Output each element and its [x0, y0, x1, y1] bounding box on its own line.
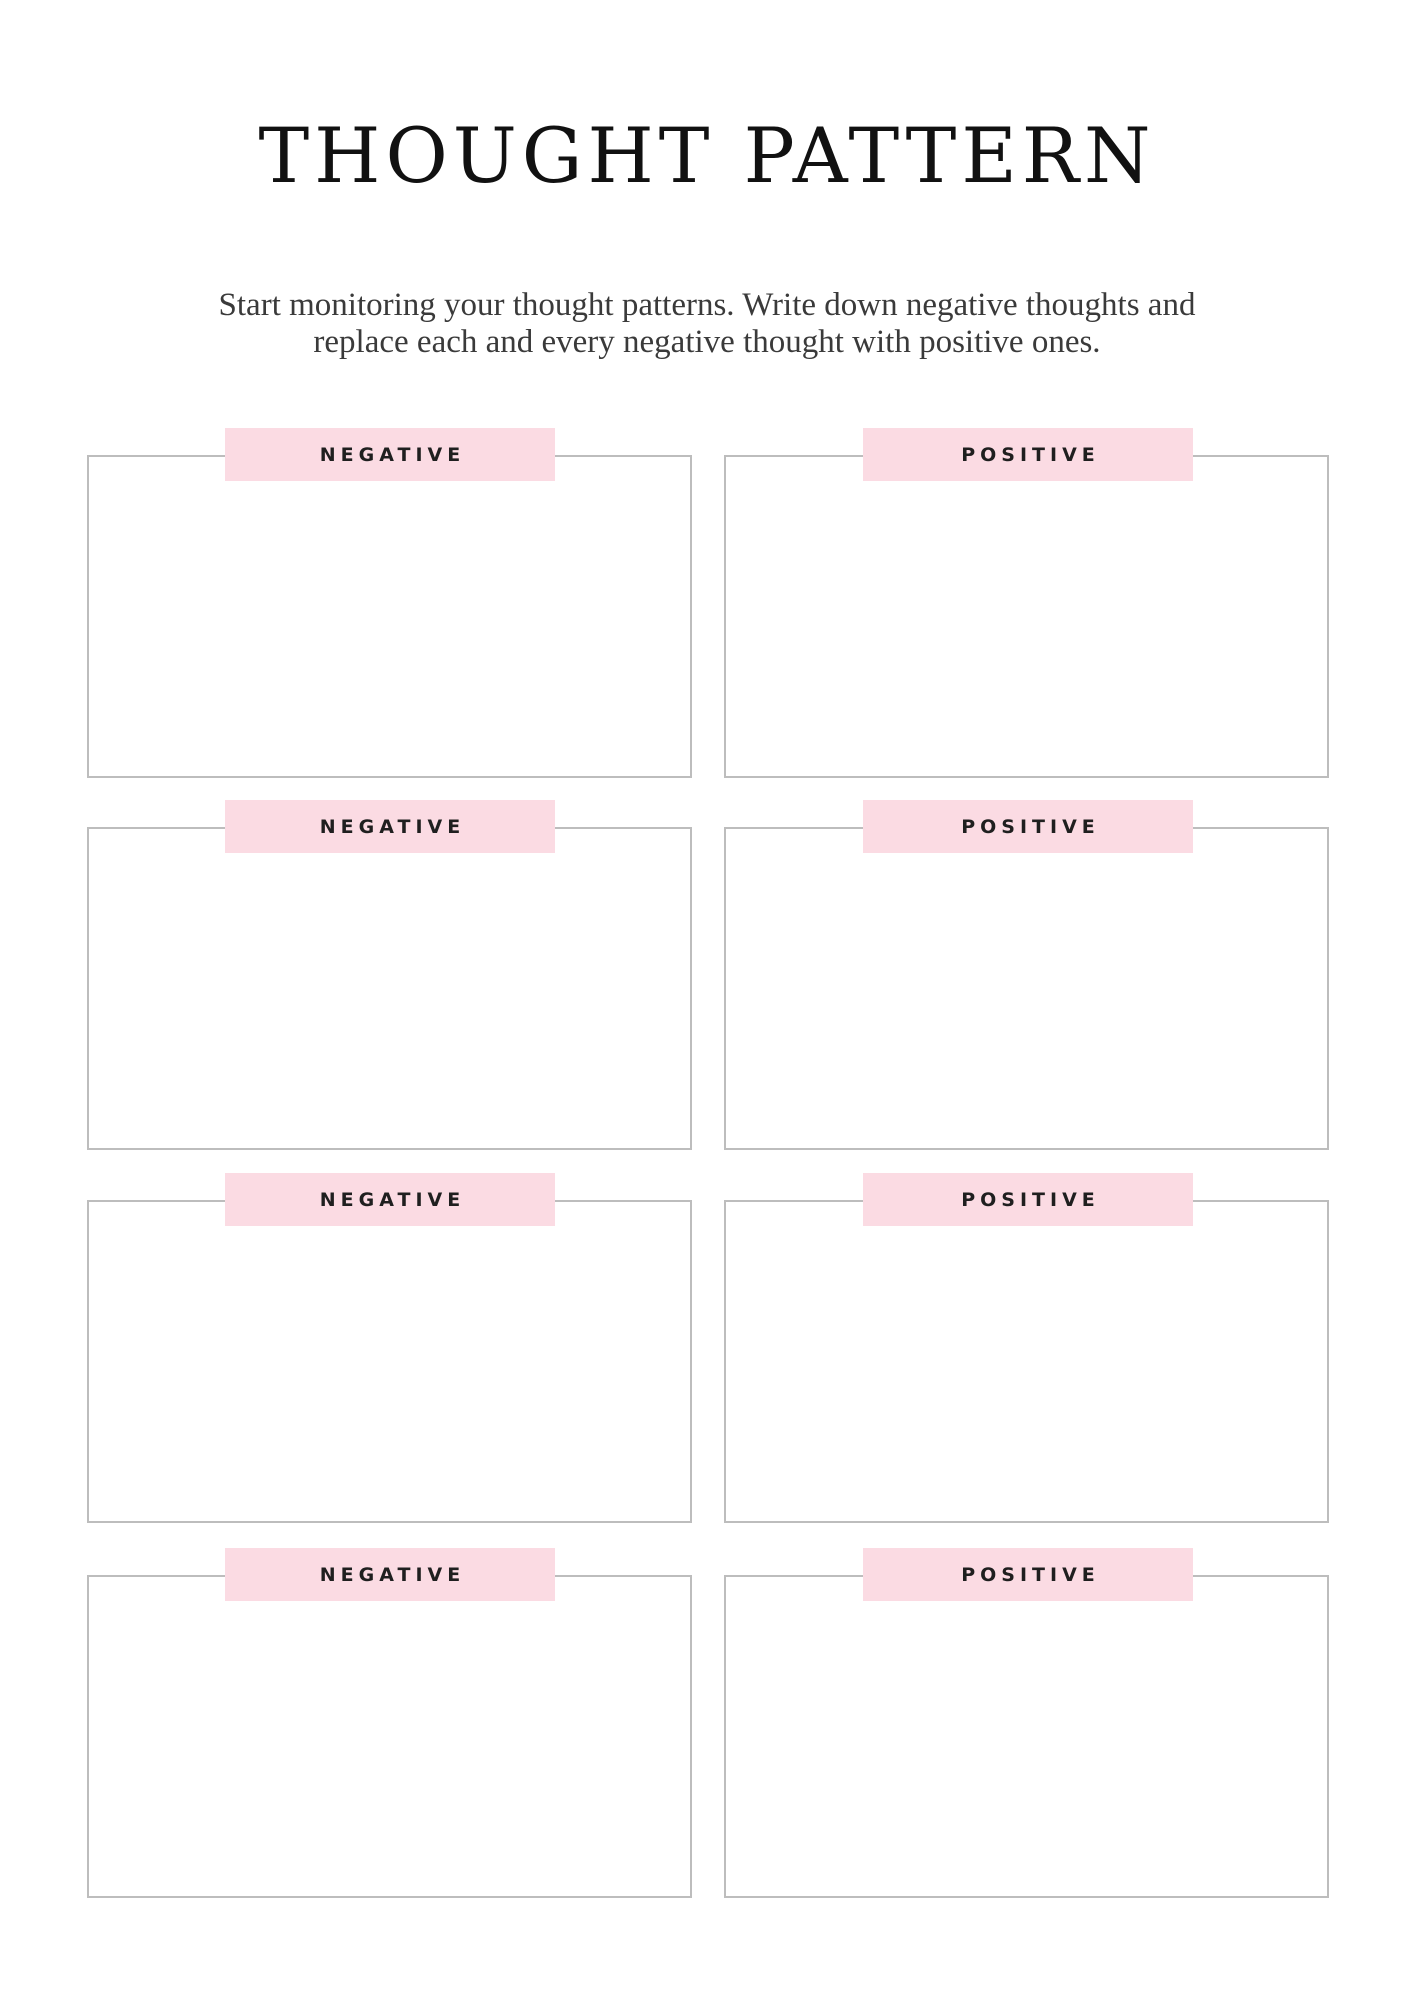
negative-thought-box[interactable]	[87, 1575, 692, 1898]
negative-label: NEGATIVE	[225, 800, 555, 853]
negative-label: NEGATIVE	[225, 428, 555, 481]
positive-thought-box[interactable]	[724, 455, 1329, 778]
positive-thought-box[interactable]	[724, 1575, 1329, 1898]
negative-label: NEGATIVE	[225, 1173, 555, 1226]
positive-label: POSITIVE	[863, 800, 1193, 853]
instructions-line-1: Start monitoring your thought patterns. Write down negative thoughts and	[218, 287, 1196, 323]
negative-label: NEGATIVE	[225, 1548, 555, 1601]
instructions-text	[107, 287, 1307, 361]
positive-label: POSITIVE	[863, 428, 1193, 481]
negative-thought-box[interactable]	[87, 827, 692, 1150]
page-title: THOUGHT PATTERN	[258, 111, 1156, 200]
positive-thought-box[interactable]	[724, 1200, 1329, 1523]
positive-label: POSITIVE	[863, 1173, 1193, 1226]
positive-thought-box[interactable]	[724, 827, 1329, 1150]
positive-label: POSITIVE	[863, 1548, 1193, 1601]
negative-thought-box[interactable]	[87, 455, 692, 778]
instructions-line-2: replace each and every negative thought with positive ones.	[313, 324, 1101, 360]
negative-thought-box[interactable]	[87, 1200, 692, 1523]
